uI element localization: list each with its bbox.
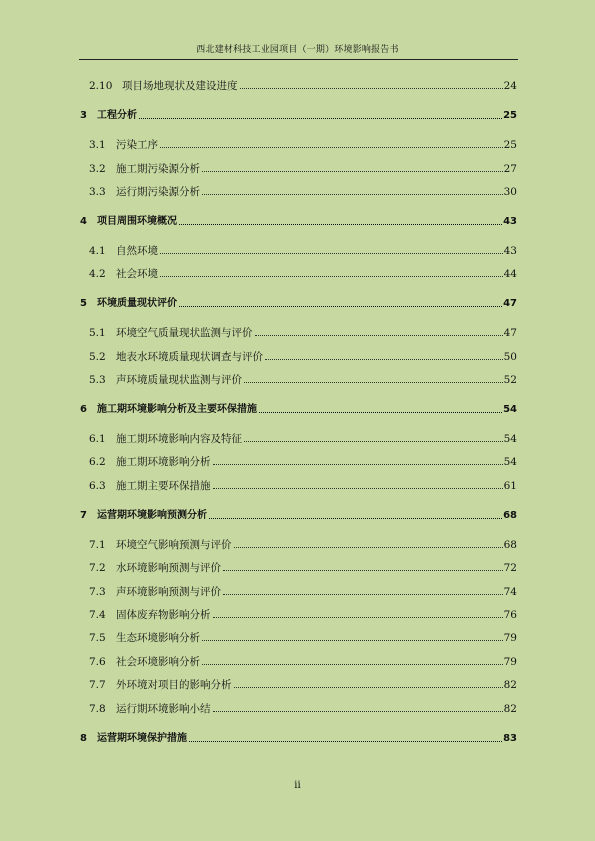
toc-entry[interactable]	[89, 347, 517, 363]
toc-entry-title: 运营期环境保护措施	[97, 733, 187, 744]
toc-entry-number: 6.3	[89, 480, 106, 492]
toc-entry[interactable]	[80, 729, 517, 745]
toc-entry-number: 2.10	[89, 80, 113, 92]
toc-entry-title: 水环境影响预测与评价	[116, 562, 221, 574]
toc-entry-number: 6.1	[89, 433, 106, 445]
dot-leader	[223, 594, 503, 595]
toc-entry-title: 运行期环境影响小结	[116, 703, 211, 715]
toc-entry-title: 社会环境	[116, 268, 158, 280]
dot-leader	[189, 741, 502, 742]
toc-entry-number: 7.3	[89, 586, 106, 598]
toc-entry[interactable]	[89, 135, 517, 151]
toc-entry-title: 固体废弃物影响分析	[116, 609, 211, 621]
toc-entry-page: 79	[503, 656, 517, 668]
toc-entry-page: 54	[503, 433, 517, 445]
dot-leader	[202, 194, 503, 195]
toc-entry[interactable]	[89, 370, 517, 386]
toc-entry-number: 7.8	[89, 703, 106, 715]
toc-entry-page: 52	[503, 374, 517, 386]
toc-entry-number: 4.2	[89, 268, 106, 280]
dot-leader	[234, 547, 503, 548]
toc-entry-page: 79	[503, 632, 517, 644]
toc-entry-title: 声环境质量现状监测与评价	[116, 374, 242, 386]
dot-leader	[202, 171, 503, 172]
toc-entry-page: 76	[503, 609, 517, 621]
toc-entry-title: 施工期污染源分析	[116, 163, 200, 175]
toc-entry-title: 环境空气影响预测与评价	[116, 539, 232, 551]
toc-entry-title: 外环境对项目的影响分析	[116, 679, 232, 691]
toc-entry-title: 项目场地现状及建设进度	[122, 80, 238, 92]
toc-entry[interactable]	[89, 628, 517, 644]
toc-entry-page: 44	[503, 268, 517, 280]
toc-entry-title: 施工期环境影响分析	[116, 456, 211, 468]
toc-entry-title: 施工期环境影响分析及主要环保措施	[97, 404, 257, 415]
toc-entry-title: 工程分析	[97, 110, 137, 121]
dot-leader	[160, 276, 503, 277]
toc-entry-title: 运行期污染源分析	[116, 186, 200, 198]
toc-entry-page: 30	[503, 186, 517, 198]
toc-entry[interactable]	[80, 400, 517, 416]
toc-entry[interactable]	[89, 429, 517, 445]
toc-entry-page: 74	[503, 586, 517, 598]
dot-leader	[244, 441, 503, 442]
toc-entry-number: 3	[80, 110, 87, 121]
toc-entry-title: 环境质量现状评价	[97, 298, 177, 309]
toc-entry-number: 7	[80, 510, 87, 521]
toc-entry-title: 地表水环境质量现状调查与评价	[116, 351, 263, 363]
dot-leader	[139, 118, 502, 119]
toc-entry-number: 3.3	[89, 186, 106, 198]
toc-entry-title: 环境空气质量现状监测与评价	[116, 327, 253, 339]
toc-entry[interactable]	[80, 294, 517, 310]
toc-entry-page: 25	[503, 139, 517, 151]
running-header: 西北建材科技工业园项目（一期）环境影响报告书	[196, 45, 399, 55]
toc-entry-page: 68	[503, 539, 517, 551]
toc-entry-title: 自然环境	[116, 245, 158, 257]
toc-entry-page: 47	[503, 298, 517, 309]
toc-entry[interactable]	[89, 241, 517, 257]
toc-entry-number: 7.6	[89, 656, 106, 668]
dot-leader	[255, 335, 503, 336]
dot-leader	[213, 488, 503, 489]
toc-entry-page: 43	[503, 245, 517, 257]
toc-entry[interactable]	[89, 323, 517, 339]
toc-entry[interactable]	[89, 675, 517, 691]
toc-entry-page: 24	[503, 80, 517, 92]
toc-entry-page: 27	[503, 163, 517, 175]
toc-entry-number: 7.2	[89, 562, 106, 574]
toc-entry-number: 6.2	[89, 456, 106, 468]
toc-entry-number: 5	[80, 298, 87, 309]
toc-entry-number: 7.5	[89, 632, 106, 644]
toc-entry[interactable]	[89, 652, 517, 668]
toc-entry-number: 7.7	[89, 679, 106, 691]
toc-entry-page: 47	[503, 327, 517, 339]
toc-entry-page: 68	[503, 510, 517, 521]
toc-entry-number: 3.2	[89, 163, 106, 175]
dot-leader	[259, 412, 502, 413]
dot-leader	[202, 640, 503, 641]
toc-entry-title: 污染工序	[116, 139, 158, 151]
dot-leader	[179, 306, 502, 307]
toc-entry-number: 7.1	[89, 539, 106, 551]
toc-entry[interactable]	[80, 506, 517, 522]
dot-leader	[213, 464, 503, 465]
toc-entry-number: 5.1	[89, 327, 106, 339]
toc-entry-number: 5.2	[89, 351, 106, 363]
dot-leader	[223, 570, 503, 571]
toc-entry[interactable]	[89, 452, 517, 468]
dot-leader	[213, 711, 503, 712]
toc-entry-page: 43	[503, 216, 517, 227]
toc-entry-title: 声环境影响预测与评价	[116, 586, 221, 598]
toc-entry-title: 项目周围环境概况	[97, 216, 177, 227]
toc-entry[interactable]	[80, 212, 517, 228]
toc-entry[interactable]	[89, 182, 517, 198]
toc-entry-number: 6	[80, 404, 87, 415]
toc-entry-title: 运营期环境影响预测分析	[97, 510, 207, 521]
toc-entry[interactable]	[89, 264, 517, 280]
toc-entry-title: 施工期主要环保措施	[116, 480, 211, 492]
toc-entry[interactable]	[89, 476, 517, 492]
toc-entry-number: 3.1	[89, 139, 106, 151]
toc-entry[interactable]	[89, 76, 517, 92]
dot-leader	[202, 664, 503, 665]
toc-entry[interactable]	[89, 558, 517, 574]
dot-leader	[240, 88, 503, 89]
toc-entry-number: 8	[80, 733, 87, 744]
toc-entry[interactable]	[89, 535, 517, 551]
dot-leader	[209, 518, 502, 519]
dot-leader	[179, 224, 502, 225]
dot-leader	[213, 617, 503, 618]
toc-entry-title: 生态环境影响分析	[116, 632, 200, 644]
toc-entry-page: 54	[503, 404, 517, 415]
toc-entry[interactable]	[89, 582, 517, 598]
toc-entry-page: 82	[503, 679, 517, 691]
toc-entry-page: 83	[503, 733, 517, 744]
toc-entry-page: 54	[503, 456, 517, 468]
dot-leader	[160, 253, 503, 254]
toc-entry-number: 7.4	[89, 609, 106, 621]
toc-entry-page: 72	[503, 562, 517, 574]
toc-entry[interactable]	[89, 159, 517, 175]
dot-leader	[244, 382, 503, 383]
dot-leader	[160, 147, 503, 148]
page-number: ii	[294, 780, 301, 791]
toc-entry-title: 施工期环境影响内容及特征	[116, 433, 242, 445]
dot-leader	[265, 359, 503, 360]
toc-entry-page: 82	[503, 703, 517, 715]
toc-entry[interactable]	[89, 605, 517, 621]
toc-entry-page: 25	[503, 110, 517, 121]
toc-entry-title: 社会环境影响分析	[116, 656, 200, 668]
toc-entry-page: 50	[503, 351, 517, 363]
toc-entry-page: 61	[503, 480, 517, 492]
toc-entry-number: 4	[80, 216, 87, 227]
toc-entry-number: 4.1	[89, 245, 106, 257]
toc-entry[interactable]	[80, 106, 517, 122]
toc-entry[interactable]	[89, 699, 517, 715]
dot-leader	[234, 687, 503, 688]
toc-entry-number: 5.3	[89, 374, 106, 386]
